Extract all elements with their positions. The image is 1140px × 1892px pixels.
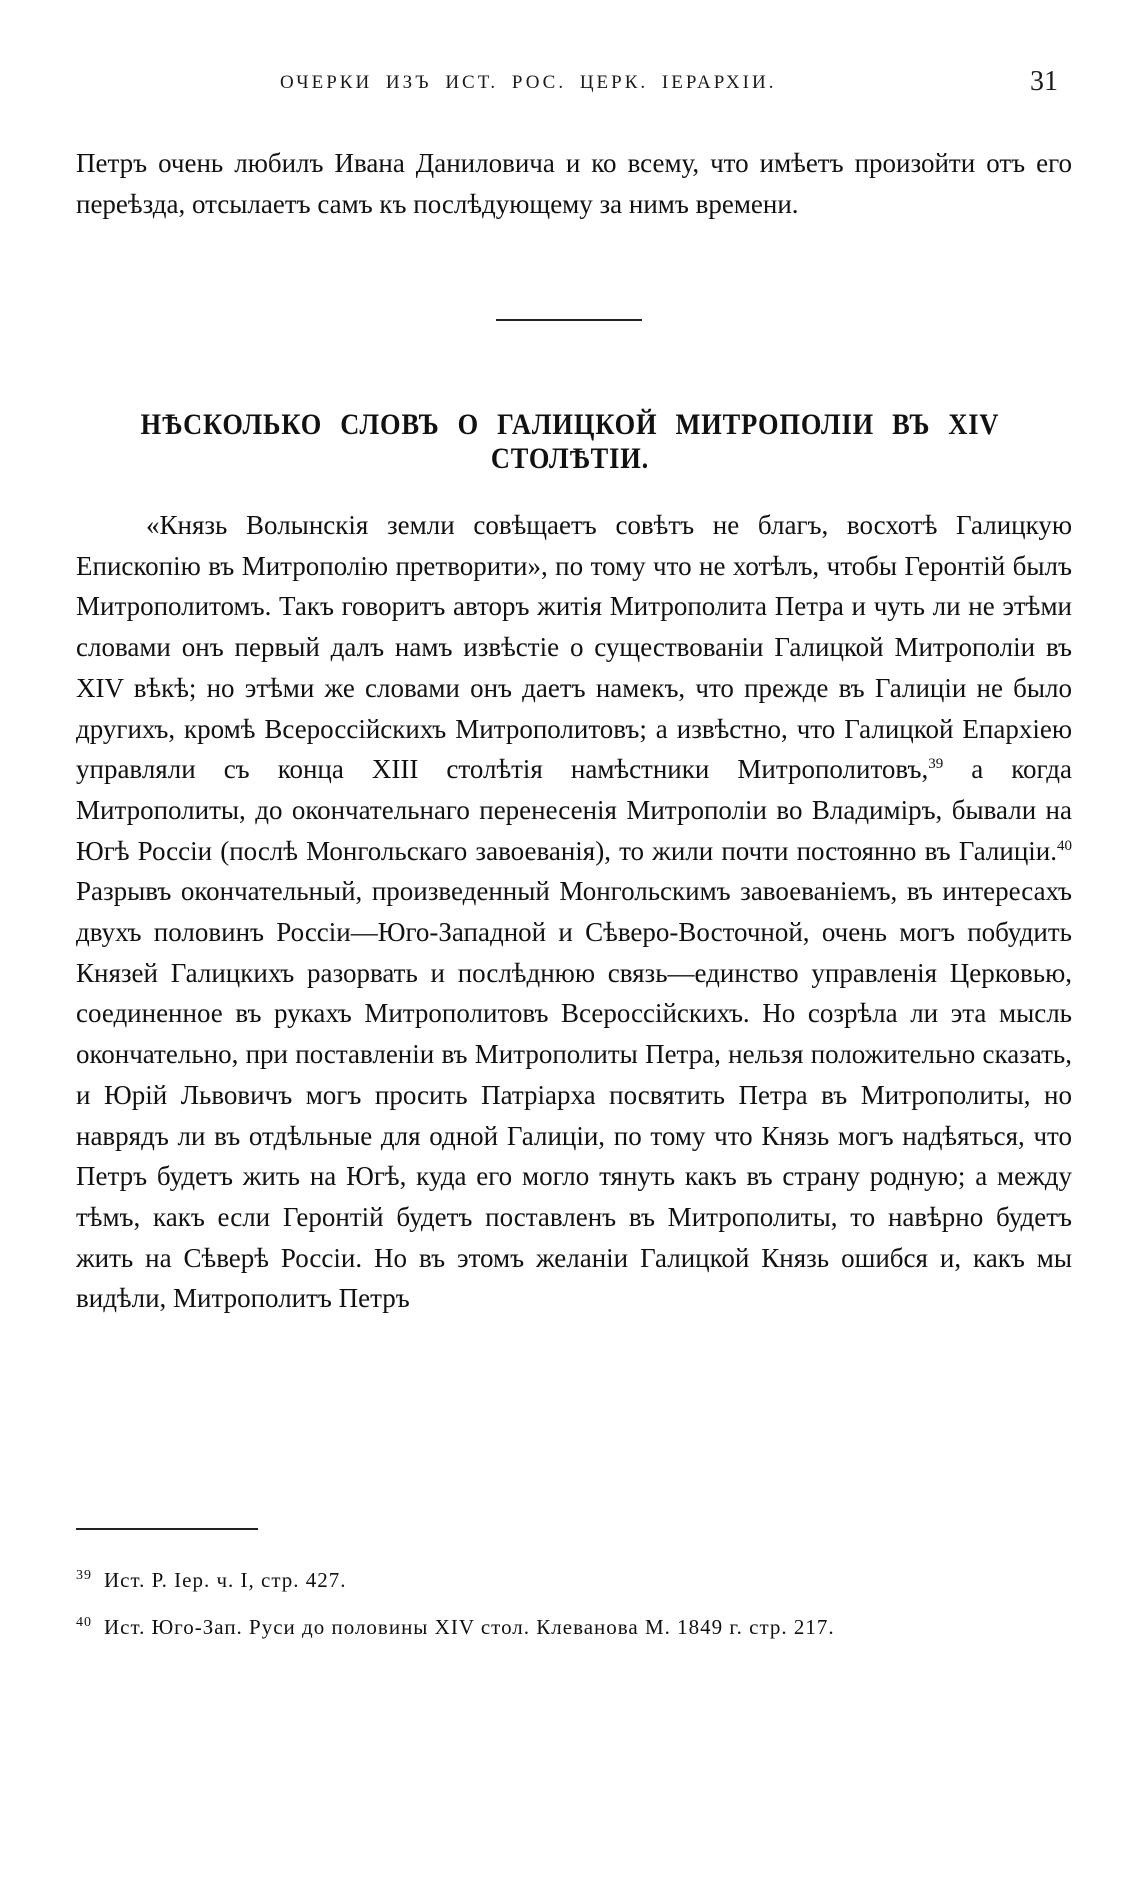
- intro-paragraph: Петръ очень любилъ Ивана Даниловича и ко всему, что имѣетъ произойти отъ его переѣзда, отсылаетъ самъ къ послѣдующему за нимъ времени.: [76, 148, 1072, 219]
- section-divider: [496, 319, 642, 321]
- footnote-mark: 39: [76, 1568, 92, 1583]
- section-title: НѢСКОЛЬКО СЛОВЪ О ГАЛИЦКОЙ МИТРОПОЛІИ ВЪ XIV СТОЛѢТІИ.: [140, 408, 1000, 475]
- body-text-part-3: Разрывъ окончательный, произведенный Монгольскимъ завоеваніемъ, въ интересахъ двухъ половинъ Россіи—Юго-Западной и Сѣверо-Восточной, очень могъ побудить Князей Галицкихъ разорвать и послѣднюю связь—единство управленія Церковью, соединенное въ рукахъ Митрополитовъ Всероссійскихъ. Но созрѣла ли эта мысль окончательно, при поставленіи въ Митрополиты Петра, нельзя положительно сказать, и Юрій Львовичъ могъ просить Патріарха посвятить Петра въ Митрополиты, но наврядъ ли въ отдѣльные для одной Галиціи, по тому что Князь могъ надѣяться, что Петръ будетъ жить на Югѣ, куда его могло тянуть какъ въ страну родную; а между тѣмъ, какъ если Геронтій будетъ поставленъ въ Митрополиты, то навѣрно будетъ жить на Сѣверѣ Россіи. Но въ этомъ желаніи Галицкой Князь ошибся и, какъ мы видѣли, Митрополитъ Петръ: [76, 876, 1072, 1314]
- body-text-part-1: «Князь Волынскія земли совѣщаетъ совѣтъ не благъ, восхотѣ Галицкую Епископію въ Митрополію претворити», по тому что не хотѣлъ, чтобы Геронтій былъ Митрополитомъ. Такъ говоритъ авторъ житія Митрополита Петра и чуть ли не этѣми словами онъ первый далъ намъ извѣстіе о существованіи Галицкой Митрополіи въ XIV вѣкѣ; но этѣми же словами онъ даетъ намекъ, что прежде въ Галиціи не было другихъ, кромѣ Всероссійскихъ Митрополитовъ; а извѣстно, что Галицкой Епархіею управляли съ конца XIII столѣтія намѣстники Митрополитовъ,: [76, 510, 1072, 785]
- page-number: 31: [1030, 66, 1058, 97]
- body-paragraph: [76, 505, 1072, 1319]
- footnote-text: Ист. Юго-Зап. Руси до половины XIV стол. Клеванова М. 1849 г. стр. 217.: [104, 1615, 835, 1639]
- footnote-rule: [76, 1528, 258, 1530]
- running-head: ОЧЕРКИ ИЗЪ ИСТ. РОС. ЦЕРК. ІЕРАРХІИ.: [280, 72, 777, 93]
- body-text-part-2: а когда Митрополиты, до окончательнаго перенесенія Митрополіи во Владиміръ, бывали на Югѣ Россіи (послѣ Монгольскаго завоеванія), то жили почти постоянно въ Галиціи.: [76, 754, 1073, 866]
- footnote-ref-40[interactable]: 40: [1057, 837, 1072, 854]
- footnote-40: [76, 1615, 1076, 1640]
- footnote-39: [76, 1568, 1076, 1593]
- footnote-ref-39[interactable]: 39: [928, 756, 944, 773]
- footnote-mark: 40: [76, 1615, 92, 1630]
- footnote-text: Ист. Р. Іер. ч. I, стр. 427.: [104, 1568, 347, 1592]
